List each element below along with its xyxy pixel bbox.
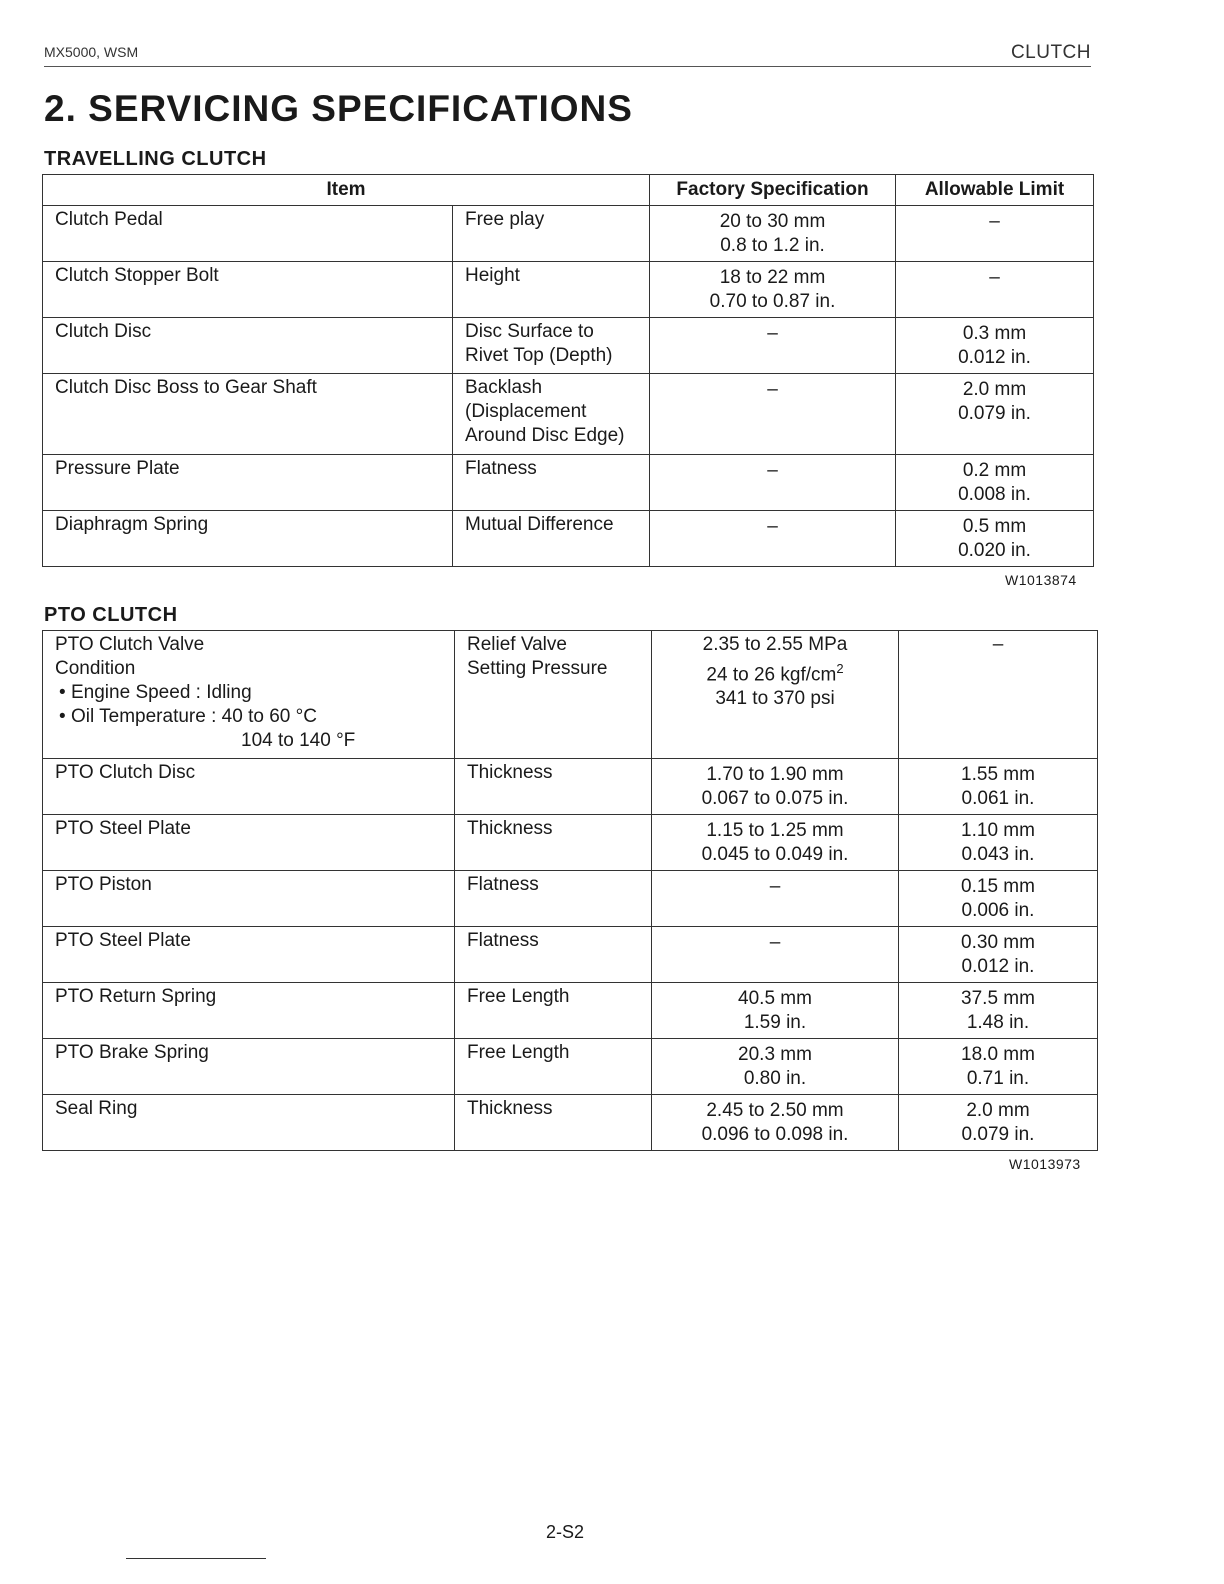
parameter-line: Flatness <box>467 874 539 895</box>
parameter-cell <box>453 511 650 567</box>
factory-spec-cell <box>650 262 896 318</box>
parameter-line: Free play <box>465 209 545 230</box>
item-cell <box>43 262 453 318</box>
table-row <box>43 815 1098 871</box>
allowable-limit-cell <box>896 206 1094 262</box>
parameter-line: Thickness <box>467 1098 553 1119</box>
item-cell <box>43 631 455 759</box>
footer-rule <box>126 1558 266 1559</box>
item-cell <box>43 927 455 983</box>
pto-clutch-heading: PTO CLUTCH <box>44 604 178 626</box>
allowable-limit-line: 18.0 mm <box>961 1044 1035 1065</box>
header-section-name: CLUTCH <box>1010 42 1091 63</box>
factory-spec-line: 40.5 mm <box>738 988 812 1009</box>
allowable-limit-line: 0.3 mm <box>962 323 1027 344</box>
factory-spec-line: 20.3 mm <box>738 1044 812 1065</box>
parameter-cell <box>453 374 650 455</box>
parameter-cell <box>453 318 650 374</box>
item-line: PTO Steel Plate <box>55 930 191 951</box>
allowable-limit-line: 0.020 in. <box>958 540 1031 561</box>
item-cell <box>43 983 455 1039</box>
condition-bullet: • Oil Temperature : 40 to 60 °C <box>55 705 454 729</box>
item-line: Condition <box>55 658 136 679</box>
parameter-cell <box>455 1039 652 1095</box>
column-header-item: Item <box>43 175 650 206</box>
parameter-cell <box>453 455 650 511</box>
factory-spec-cell <box>652 983 899 1039</box>
factory-spec-line: – <box>767 460 778 481</box>
table-row <box>43 759 1098 815</box>
condition-continuation: 104 to 140 °F <box>241 730 356 751</box>
table-row <box>43 1095 1098 1151</box>
allowable-limit-cell <box>896 455 1094 511</box>
item-cell <box>43 455 453 511</box>
allowable-limit-cell <box>899 1039 1098 1095</box>
allowable-limit-cell <box>899 983 1098 1039</box>
parameter-line: Backlash <box>465 377 543 398</box>
factory-spec-cell <box>650 455 896 511</box>
allowable-limit-cell <box>899 1095 1098 1151</box>
parameter-cell <box>455 871 652 927</box>
allowable-limit-cell <box>899 871 1098 927</box>
travelling-clutch-heading: TRAVELLING CLUTCH <box>44 148 267 170</box>
parameter-line: Free Length <box>467 1042 570 1063</box>
factory-spec-cell <box>652 871 899 927</box>
table-row <box>43 1039 1098 1095</box>
item-line: Clutch Pedal <box>55 209 163 230</box>
parameter-cell <box>453 206 650 262</box>
parameter-line: (Displacement <box>465 401 587 422</box>
table-row <box>43 206 1094 262</box>
parameter-cell <box>455 983 652 1039</box>
travelling-clutch-table <box>42 174 1094 567</box>
allowable-limit-cell <box>896 318 1094 374</box>
table-row <box>43 631 1098 759</box>
parameter-line: Flatness <box>467 930 539 951</box>
parameter-line: Flatness <box>465 458 537 479</box>
table-row <box>43 262 1094 318</box>
allowable-limit-line: 2.0 mm <box>962 379 1027 400</box>
allowable-limit-cell <box>896 511 1094 567</box>
item-cell <box>43 815 455 871</box>
item-line: Pressure Plate <box>55 458 180 479</box>
table-row <box>43 511 1094 567</box>
allowable-limit-line: – <box>992 634 1004 655</box>
parameter-line: Rivet Top (Depth) <box>465 345 613 366</box>
condition-bullet: • Engine Speed : Idling <box>55 681 454 705</box>
parameter-cell <box>453 262 650 318</box>
allowable-limit-line: 0.15 mm <box>961 876 1035 897</box>
parameter-line: Free Length <box>467 986 570 1007</box>
factory-spec-line: 0.80 in. <box>743 1068 807 1089</box>
item-line: PTO Return Spring <box>55 986 217 1007</box>
allowable-limit-line: 0.043 in. <box>961 844 1035 865</box>
item-cell <box>43 206 453 262</box>
item-line: Clutch Disc <box>55 321 152 342</box>
item-cell <box>43 759 455 815</box>
allowable-limit-cell <box>899 815 1098 871</box>
item-line: PTO Piston <box>55 874 152 895</box>
parameter-cell <box>455 631 652 759</box>
factory-spec-line: 0.045 to 0.049 in. <box>701 844 849 865</box>
factory-spec-line: – <box>767 323 778 344</box>
allowable-limit-line: 0.079 in. <box>958 403 1031 424</box>
factory-spec-line: 341 to 370 psi <box>715 688 835 710</box>
item-line: PTO Clutch Valve <box>55 634 205 655</box>
allowable-limit-line: – <box>989 211 1000 232</box>
factory-spec-line: – <box>769 932 781 953</box>
parameter-line: Mutual Difference <box>465 514 614 535</box>
factory-spec-line: – <box>767 379 778 400</box>
allowable-limit-line: 37.5 mm <box>961 988 1035 1009</box>
allowable-limit-cell <box>899 759 1098 815</box>
item-line: Clutch Disc Boss to Gear Shaft <box>55 377 317 398</box>
allowable-limit-line: 0.012 in. <box>958 347 1031 368</box>
allowable-limit-line: 0.71 in. <box>966 1068 1030 1089</box>
allowable-limit-line: 0.2 mm <box>962 460 1027 481</box>
table-row <box>43 871 1098 927</box>
pto-clutch-table <box>42 630 1098 1151</box>
factory-spec-cell <box>650 206 896 262</box>
factory-spec-line: 1.59 in. <box>743 1012 807 1033</box>
allowable-limit-cell <box>896 262 1094 318</box>
allowable-limit-line: 0.079 in. <box>961 1124 1035 1145</box>
parameter-line: Relief Valve <box>467 634 567 655</box>
allowable-limit-cell <box>896 374 1094 455</box>
factory-spec-line: 1.70 to 1.90 mm <box>706 764 844 785</box>
factory-spec-line: 18 to 22 mm <box>719 267 826 288</box>
parameter-cell <box>455 1095 652 1151</box>
factory-spec-text: 24 to 26 kgf/cm <box>706 664 837 686</box>
parameter-line: Thickness <box>467 818 553 839</box>
item-cell <box>43 871 455 927</box>
factory-spec-line: 0.067 to 0.075 in. <box>701 788 849 809</box>
item-line: Clutch Stopper Bolt <box>55 265 219 286</box>
allowable-limit-cell <box>899 631 1098 759</box>
allowable-limit-line: 1.55 mm <box>961 764 1035 785</box>
factory-spec-cell <box>652 1039 899 1095</box>
parameter-line: Setting Pressure <box>467 658 608 679</box>
factory-spec-line: – <box>769 876 781 897</box>
header-divider <box>44 66 1091 67</box>
allowable-limit-line: 0.006 in. <box>961 900 1035 921</box>
allowable-limit-line: 0.5 mm <box>962 516 1027 537</box>
factory-spec-cell <box>652 927 899 983</box>
column-header-factory-specification: Factory Specification <box>650 175 896 206</box>
page-title: 2. SERVICING SPECIFICATIONS <box>44 88 633 129</box>
item-line: Seal Ring <box>55 1098 138 1119</box>
factory-spec-cell <box>652 631 899 759</box>
parameter-line: Thickness <box>467 762 553 783</box>
parameter-cell <box>455 927 652 983</box>
factory-spec-line: 2.35 to 2.55 MPa <box>702 634 848 655</box>
table-row <box>43 455 1094 511</box>
factory-spec-line: 1.15 to 1.25 mm <box>706 820 844 841</box>
item-cell <box>43 374 453 455</box>
allowable-limit-line: 0.30 mm <box>961 932 1035 953</box>
page-number: 2-S2 <box>545 1522 585 1542</box>
header-manual-name: MX5000, WSM <box>44 44 139 60</box>
factory-spec-line <box>652 657 898 687</box>
factory-spec-line: 0.70 to 0.87 in. <box>709 291 836 312</box>
allowable-limit-line: 0.008 in. <box>958 484 1031 505</box>
table-row <box>43 318 1094 374</box>
item-cell <box>43 1095 455 1151</box>
allowable-limit-line: 1.10 mm <box>961 820 1035 841</box>
item-line: Diaphragm Spring <box>55 514 209 535</box>
allowable-limit-line: 1.48 in. <box>966 1012 1030 1033</box>
factory-spec-cell <box>652 815 899 871</box>
allowable-limit-cell <box>899 927 1098 983</box>
allowable-limit-line: 0.012 in. <box>961 956 1035 977</box>
parameter-cell <box>455 815 652 871</box>
table-row <box>43 927 1098 983</box>
factory-spec-cell <box>652 759 899 815</box>
item-cell <box>43 1039 455 1095</box>
item-line: PTO Brake Spring <box>55 1042 209 1063</box>
factory-spec-line: 2.45 to 2.50 mm <box>706 1100 844 1121</box>
factory-spec-cell <box>650 374 896 455</box>
table-row <box>43 374 1094 455</box>
allowable-limit-line: 2.0 mm <box>966 1100 1030 1121</box>
allowable-limit-line: 0.061 in. <box>961 788 1035 809</box>
factory-spec-cell <box>652 1095 899 1151</box>
factory-spec-line: – <box>767 516 778 537</box>
document-code-pto: W1013973 <box>1009 1156 1081 1172</box>
parameter-cell <box>455 759 652 815</box>
parameter-line: Height <box>465 265 520 286</box>
allowable-limit-line: – <box>989 267 1000 288</box>
factory-spec-cell <box>650 511 896 567</box>
item-cell <box>43 511 453 567</box>
factory-spec-cell <box>650 318 896 374</box>
factory-spec-line: 0.8 to 1.2 in. <box>720 235 825 256</box>
document-code-travelling: W1013874 <box>1005 572 1077 588</box>
superscript: 2 <box>836 661 844 676</box>
column-header-allowable-limit: Allowable Limit <box>896 175 1094 206</box>
table-row <box>43 983 1098 1039</box>
item-line: PTO Steel Plate <box>55 818 191 839</box>
parameter-line: Disc Surface to <box>465 321 594 342</box>
item-line: PTO Clutch Disc <box>55 762 196 783</box>
factory-spec-line: 0.096 to 0.098 in. <box>701 1124 849 1145</box>
parameter-line: Around Disc Edge) <box>465 425 625 446</box>
item-cell <box>43 318 453 374</box>
factory-spec-line: 20 to 30 mm <box>719 211 826 232</box>
